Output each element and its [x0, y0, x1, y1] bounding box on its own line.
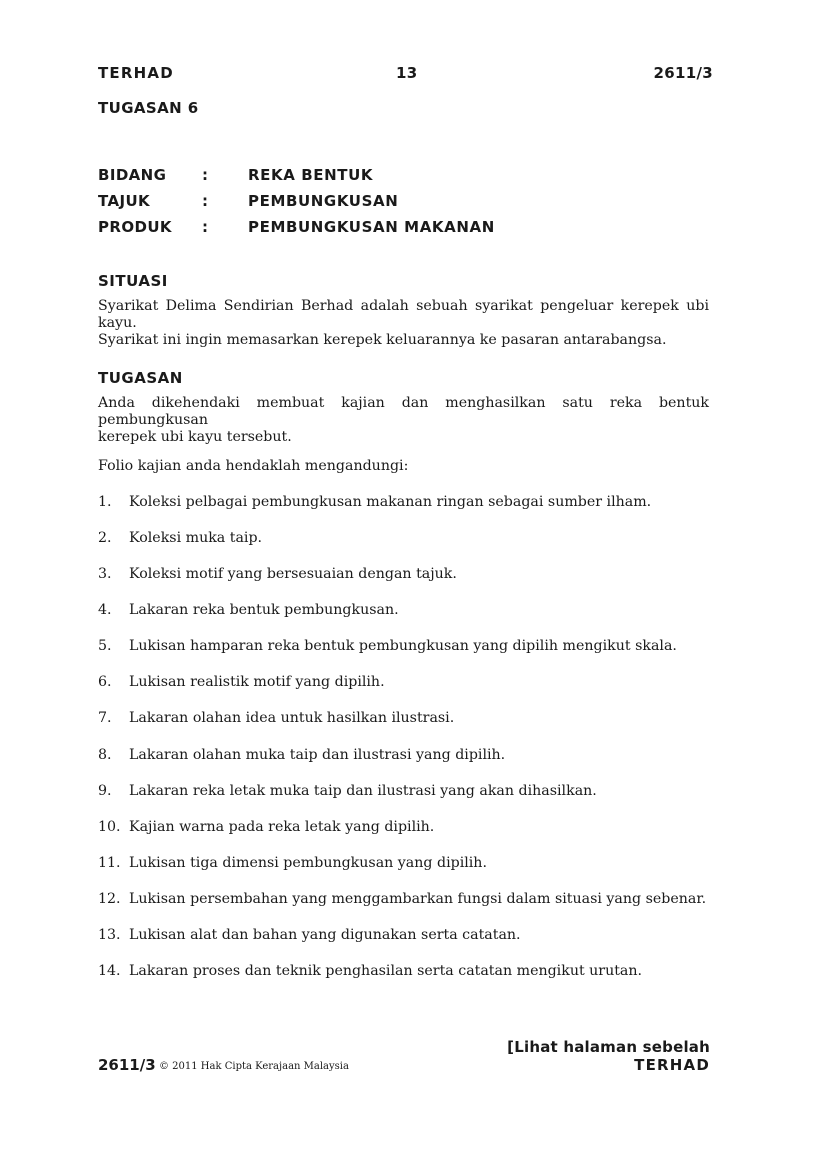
next-page-note: [Lihat halaman sebelah: [507, 1038, 710, 1056]
footer-paper-code: 2611/3: [98, 1056, 156, 1074]
folio-intro: Folio kajian anda hendaklah mengandungi:: [98, 458, 409, 474]
page-number: 13: [396, 64, 418, 82]
list-text: Lukisan alat dan bahan yang digunakan serta catatan.: [129, 927, 521, 943]
list-number: 10.: [98, 819, 121, 835]
list-text: Koleksi pelbagai pembungkusan makanan ringan sebagai sumber ilham.: [129, 494, 652, 510]
footer-classification: TERHAD: [634, 1056, 710, 1074]
list-text: Lakaran olahan idea untuk hasilkan ilustrasi.: [129, 710, 455, 726]
list-number: 12.: [98, 891, 121, 907]
list-text: Lukisan hamparan reka bentuk pembungkusan yang dipilih mengikut skala.: [129, 638, 677, 654]
field-label: BIDANG: [98, 166, 167, 184]
situasi-paragraph: [98, 298, 709, 349]
list-number: 3.: [98, 566, 112, 582]
list-number: 13.: [98, 927, 121, 943]
list-text: Koleksi motif yang bersesuaian dengan tajuk.: [129, 566, 457, 582]
list-number: 2.: [98, 530, 112, 546]
situasi-line-2: Syarikat ini ingin memasarkan kerepek keluarannya ke pasaran antarabangsa.: [98, 332, 667, 348]
tugasan-line-2: kerepek ubi kayu tersebut.: [98, 429, 292, 445]
list-number: 1.: [98, 494, 112, 510]
list-number: 7.: [98, 710, 112, 726]
list-text: Lakaran reka letak muka taip dan ilustrasi yang akan dihasilkan.: [129, 783, 597, 799]
list-number: 8.: [98, 747, 112, 763]
list-text: Lakaran reka bentuk pembungkusan.: [129, 602, 399, 618]
list-text: Koleksi muka taip.: [129, 530, 263, 546]
situasi-line-1: Syarikat Delima Sendirian Berhad adalah sebuah syarikat pengeluar kerepek ubi kayu.: [98, 298, 709, 331]
tugasan-line-1: Anda dikehendaki membuat kajian dan menghasilkan satu reka bentuk pembungkusan: [98, 395, 709, 428]
list-text: Kajian warna pada reka letak yang dipilih.: [129, 819, 435, 835]
header-classification: TERHAD: [98, 64, 174, 82]
list-text: Lukisan persembahan yang menggambarkan fungsi dalam situasi yang sebenar.: [129, 891, 707, 907]
situasi-heading: SITUASI: [98, 272, 168, 290]
copyright-notice: © 2011 Hak Cipta Kerajaan Malaysia: [159, 1061, 349, 1072]
field-value: PEMBUNGKUSAN: [248, 192, 399, 210]
list-text: Lukisan realistik motif yang dipilih.: [129, 674, 385, 690]
field-value: PEMBUNGKUSAN MAKANAN: [248, 218, 495, 236]
list-text: Lukisan tiga dimensi pembungkusan yang dipilih.: [129, 855, 487, 871]
list-text: Lakaran proses dan teknik penghasilan serta catatan mengikut urutan.: [129, 963, 643, 979]
task-title: TUGASAN 6: [98, 99, 199, 117]
field-colon: :: [202, 218, 209, 236]
field-value: REKA BENTUK: [248, 166, 374, 184]
tugasan-heading: TUGASAN: [98, 369, 183, 387]
list-number: 9.: [98, 783, 112, 799]
field-colon: :: [202, 166, 209, 184]
field-label: TAJUK: [98, 192, 151, 210]
field-colon: :: [202, 192, 209, 210]
list-number: 4.: [98, 602, 112, 618]
tugasan-paragraph: [98, 395, 709, 446]
list-number: 11.: [98, 855, 121, 871]
list-number: 14.: [98, 963, 121, 979]
list-number: 6.: [98, 674, 112, 690]
field-label: PRODUK: [98, 218, 172, 236]
list-number: 5.: [98, 638, 112, 654]
list-text: Lakaran olahan muka taip dan ilustrasi yang dipilih.: [129, 747, 506, 763]
header-paper-code: 2611/3: [653, 64, 713, 82]
